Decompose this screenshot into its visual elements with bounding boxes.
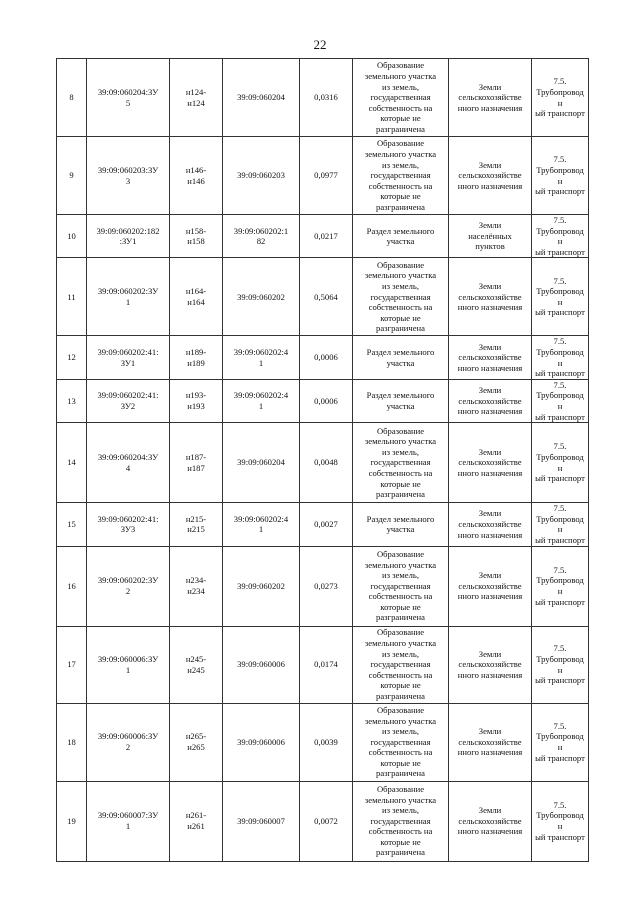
table-row (57, 336, 589, 379)
table-row (57, 546, 589, 626)
cadastral-quarter-cell: 39:09:060007 (223, 781, 300, 861)
area-cell: 0,0316 (300, 59, 353, 137)
cadastral-quarter-cell: 39:09:060202:1 82 (223, 215, 300, 258)
land-category-cell: Земли сельскохозяйстве нного назначения (449, 503, 532, 546)
table-row (57, 626, 589, 703)
table-row (57, 258, 589, 336)
land-category-cell: Земли населённых пунктов (449, 215, 532, 258)
table-row (57, 781, 589, 861)
row-number-cell: 13 (57, 379, 87, 422)
formation-method-cell: Образование земельного участка из земель, государственная собственность на которые не разграничена (353, 703, 449, 781)
row-number-cell: 19 (57, 781, 87, 861)
plot-id-cell: 39:09:060202:41: ЗУ2 (87, 379, 170, 422)
area-cell: 0,5064 (300, 258, 353, 336)
plot-id-cell: 39:09:060204:ЗУ 4 (87, 423, 170, 503)
boundary-points-cell: н146- н146 (170, 137, 223, 215)
formation-method-cell: Образование земельного участка из земель, государственная собственность на которые не разграничена (353, 137, 449, 215)
area-cell: 0,0027 (300, 503, 353, 546)
plot-id-cell: 39:09:060006:ЗУ 1 (87, 626, 170, 703)
boundary-points-cell: н189- н189 (170, 336, 223, 379)
cadastral-quarter-cell: 39:09:060202 (223, 546, 300, 626)
plot-id-cell: 39:09:060203:ЗУ 3 (87, 137, 170, 215)
area-cell: 0,0174 (300, 626, 353, 703)
plot-id-cell: 39:09:060202:41: ЗУ3 (87, 503, 170, 546)
area-cell: 0,0039 (300, 703, 353, 781)
permitted-use-cell: 7.5. Трубопроводн ый транспорт (532, 336, 589, 379)
row-number-cell: 11 (57, 258, 87, 336)
permitted-use-cell: 7.5. Трубопроводн ый транспорт (532, 546, 589, 626)
boundary-points-cell: н215- н215 (170, 503, 223, 546)
cadastral-quarter-cell: 39:09:060006 (223, 703, 300, 781)
formation-method-cell: Раздел земельного участка (353, 336, 449, 379)
page-number: 22 (313, 37, 327, 52)
formation-method-cell: Образование земельного участка из земель, государственная собственность на которые не разграничена (353, 59, 449, 137)
land-category-cell: Земли сельскохозяйстве нного назначения (449, 379, 532, 422)
formation-method-cell: Образование земельного участка из земель, государственная собственность на которые не разграничена (353, 626, 449, 703)
cadastral-quarter-cell: 39:09:060204 (223, 59, 300, 137)
row-number-cell: 18 (57, 703, 87, 781)
permitted-use-cell: 7.5. Трубопроводн ый транспорт (532, 215, 589, 258)
table-row (57, 137, 589, 215)
permitted-use-cell: 7.5. Трубопроводн ый транспорт (532, 703, 589, 781)
plot-id-cell: 39:09:060202:41: ЗУ1 (87, 336, 170, 379)
table-row (57, 703, 589, 781)
plot-id-cell: 39:09:060202:182 :ЗУ1 (87, 215, 170, 258)
cadastral-quarter-cell: 39:09:060006 (223, 626, 300, 703)
plot-id-cell: 39:09:060007:ЗУ 1 (87, 781, 170, 861)
cadastral-quarter-cell: 39:09:060202:4 1 (223, 379, 300, 422)
boundary-points-cell: н234- н234 (170, 546, 223, 626)
row-number-cell: 12 (57, 336, 87, 379)
plot-id-cell: 39:09:060006:ЗУ 2 (87, 703, 170, 781)
table-row (57, 59, 589, 137)
plot-id-cell: 39:09:060202:ЗУ 1 (87, 258, 170, 336)
formation-method-cell: Образование земельного участка из земель, государственная собственность на которые не разграничена (353, 546, 449, 626)
permitted-use-cell: 7.5. Трубопроводн ый транспорт (532, 137, 589, 215)
boundary-points-cell: н187- н187 (170, 423, 223, 503)
table-row (57, 503, 589, 546)
land-category-cell: Земли сельскохозяйстве нного назначения (449, 546, 532, 626)
land-category-cell: Земли сельскохозяйстве нного назначения (449, 336, 532, 379)
formation-method-cell: Раздел земельного участка (353, 503, 449, 546)
area-cell: 0,0273 (300, 546, 353, 626)
boundary-points-cell: н158- н158 (170, 215, 223, 258)
area-cell: 0,0006 (300, 336, 353, 379)
formation-method-cell: Раздел земельного участка (353, 379, 449, 422)
cadastral-quarter-cell: 39:09:060204 (223, 423, 300, 503)
permitted-use-cell: 7.5. Трубопроводн ый транспорт (532, 626, 589, 703)
row-number-cell: 8 (57, 59, 87, 137)
cadastral-quarter-cell: 39:09:060202:4 1 (223, 336, 300, 379)
row-number-cell: 16 (57, 546, 87, 626)
land-category-cell: Земли сельскохозяйстве нного назначения (449, 137, 532, 215)
formation-method-cell: Образование земельного участка из земель, государственная собственность на которые не разграничена (353, 423, 449, 503)
cadastral-quarter-cell: 39:09:060202:4 1 (223, 503, 300, 546)
land-category-cell: Земли сельскохозяйстве нного назначения (449, 781, 532, 861)
boundary-points-cell: н124- н124 (170, 59, 223, 137)
area-cell: 0,0217 (300, 215, 353, 258)
formation-method-cell: Образование земельного участка из земель, государственная собственность на которые не разграничена (353, 781, 449, 861)
table-row (57, 379, 589, 422)
permitted-use-cell: 7.5. Трубопроводн ый транспорт (532, 503, 589, 546)
boundary-points-cell: н265- н265 (170, 703, 223, 781)
row-number-cell: 14 (57, 423, 87, 503)
plot-id-cell: 39:09:060204:ЗУ 5 (87, 59, 170, 137)
area-cell: 0,0048 (300, 423, 353, 503)
boundary-points-cell: н245- н245 (170, 626, 223, 703)
land-category-cell: Земли сельскохозяйстве нного назначения (449, 59, 532, 137)
row-number-cell: 9 (57, 137, 87, 215)
permitted-use-cell: 7.5. Трубопроводн ый транспорт (532, 423, 589, 503)
permitted-use-cell: 7.5. Трубопроводн ый транспорт (532, 59, 589, 137)
row-number-cell: 15 (57, 503, 87, 546)
cadastral-quarter-cell: 39:09:060202 (223, 258, 300, 336)
land-category-cell: Земли сельскохозяйстве нного назначения (449, 703, 532, 781)
area-cell: 0,0977 (300, 137, 353, 215)
formation-method-cell: Раздел земельного участка (353, 215, 449, 258)
row-number-cell: 10 (57, 215, 87, 258)
area-cell: 0,0006 (300, 379, 353, 422)
boundary-points-cell: н261- н261 (170, 781, 223, 861)
table-row (57, 215, 589, 258)
land-category-cell: Земли сельскохозяйстве нного назначения (449, 258, 532, 336)
land-category-cell: Земли сельскохозяйстве нного назначения (449, 626, 532, 703)
permitted-use-cell: 7.5. Трубопроводн ый транспорт (532, 379, 589, 422)
permitted-use-cell: 7.5. Трубопроводн ый транспорт (532, 781, 589, 861)
plot-id-cell: 39:09:060202:ЗУ 2 (87, 546, 170, 626)
boundary-points-cell: н164- н164 (170, 258, 223, 336)
formation-method-cell: Образование земельного участка из земель, государственная собственность на которые не разграничена (353, 258, 449, 336)
permitted-use-cell: 7.5. Трубопроводн ый транспорт (532, 258, 589, 336)
boundary-points-cell: н193- н193 (170, 379, 223, 422)
row-number-cell: 17 (57, 626, 87, 703)
land-category-cell: Земли сельскохозяйстве нного назначения (449, 423, 532, 503)
cadastral-quarter-cell: 39:09:060203 (223, 137, 300, 215)
land-plots-table (56, 58, 589, 862)
table-body (57, 59, 589, 862)
area-cell: 0,0072 (300, 781, 353, 861)
table-row (57, 423, 589, 503)
